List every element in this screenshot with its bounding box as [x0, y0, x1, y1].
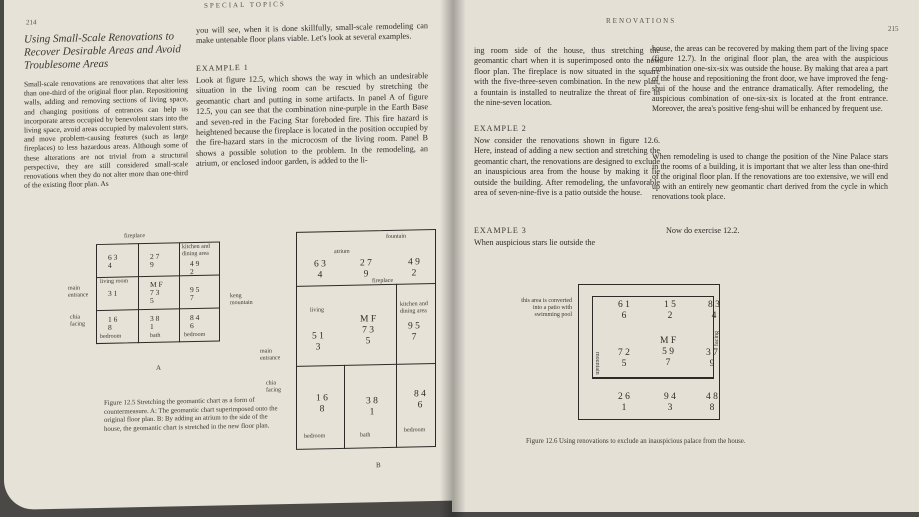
fig126-cell-7: 2 6 1	[618, 392, 630, 413]
fig-a-panel-letter: A	[156, 363, 162, 372]
fig126-cell-4: 7 2 5	[618, 348, 630, 369]
fig126-cell-2: 1 5 2	[664, 300, 676, 321]
fig-b-cell-2: 2 7 9	[360, 258, 372, 280]
fig-b-bedroom-label: bedroom	[304, 433, 326, 440]
fig126-cell-3: 8 3 4	[708, 300, 720, 321]
fig-a-living-label: living room	[100, 278, 129, 285]
figure-12-5-caption: Figure 12.5 Stretching the geomantic chart as a form of countermeasure. A: The geomantic chart superimposed onto the original floor plan. B: By adding an atrium to the side of the house, the geomantic chart is stretched in the new floor plan.	[104, 396, 278, 433]
col2-intro-text: you will see, when it is done skillfully, small-scale remodeling can make untenable floor plans viable. Let's look at several examples.	[196, 21, 428, 46]
fig-b-cell-1: 6 3 4	[314, 259, 326, 281]
book-spine-shadow	[440, 0, 466, 517]
left-page-number: 214	[26, 18, 37, 27]
fig-b-chia-facing-label: chia facing	[266, 380, 281, 394]
fig126-patio-note: this area is converted into a patio with swimming pool	[521, 298, 572, 318]
fig-a-chia-facing-label: chia facing	[70, 314, 85, 328]
example1-label: EXAMPLE 1	[196, 62, 249, 73]
fig-a-kitchen-label: kitchen and dining area	[182, 243, 210, 258]
fig-b-panel-letter: B	[376, 461, 381, 470]
fig-b-cell-4: 5 1 3	[312, 331, 324, 353]
fig-b-fireplace-label: fireplace	[372, 277, 393, 285]
fig126-cell-5: M F 5 9 7	[660, 336, 677, 368]
fig-a-fireplace-label: fireplace	[124, 233, 145, 240]
col1-intro-text: ing room side of the house, thus stretching the geomantic chart when it is superimposed onto the new floor plan. The fireplace is now situated in the square with the five-three-seven combination. In the new plan, a fountain is installed to neutralize the threat of fire in the nine-seven location.	[474, 46, 660, 108]
fig-a-keng-label: keng mountain	[230, 293, 253, 307]
section-heading: Using Small-Scale Renovations to Recover Desirable Areas and Avoid Troublesome Areas	[24, 30, 181, 72]
fig-b-cell-9: 8 4 6	[414, 389, 426, 411]
fig126-cell-1: 6 1 6	[618, 300, 630, 321]
fig-b-cell-3: 4 9 2	[408, 257, 420, 279]
fig-a-cell-7: 1 6 8	[108, 314, 118, 332]
fig-a-cell-4: 3 1	[108, 288, 118, 298]
example3-text: When auspicious stars lie outside the	[474, 238, 596, 247]
fig-b-fountain-label: fountain	[386, 233, 406, 240]
fig-b-cell-5: M F 7 3 5	[360, 314, 377, 347]
right-running-header: RENOVATIONS	[606, 17, 677, 25]
fig-a-cell-5: M F 7 3 5	[150, 279, 163, 305]
fig-a-cell-6: 9 5 7	[190, 284, 200, 303]
fig-a-cell-2: 2 7 9	[150, 251, 160, 269]
example3-label: EXAMPLE 3	[474, 226, 527, 235]
col2-paragraph-3: Now do exercise 12.2.	[666, 226, 740, 235]
fig-a-main-entrance-label: main entrance	[68, 285, 89, 299]
fig-b-cell-8: 3 8 1	[366, 396, 378, 418]
col2-paragraph-2: When remodeling is used to change the position of the Nine Palace stars in the rooms of a building, it is important that we alter less than one-third of the original floor plan. If the renovations are too extensive, we will end up with an entirely new geomantic chart derived from the cycle in which renovations took place.	[652, 152, 888, 201]
fig-b-bath-label: bath	[360, 432, 371, 439]
fig-a-cell-3: 4 9 2	[190, 258, 200, 277]
fig-b-atrium-label: atrium	[334, 248, 350, 256]
fig-b-bedroom2-label: bedroom	[404, 427, 426, 434]
fig-b-main-entrance-label: main entrance	[260, 348, 281, 362]
intro-paragraph: Small-scale renovations are renovations that alter less than one-third of the original floor plan. Repositioning walls, adding and removing sections of living space, and changing positions of entrances can help us incorporate areas occupied by benevolent stars into the living space, avoid areas occupied by malevolent stars, and move problem-causing features (such as large fireplaces) to less hazardous areas. Although some of these alterations are not trivial from a structural perspective, they are still considered small-scale renovations when they do not alter more than one-third of the existing floor plan. As	[24, 76, 188, 190]
fig-b-kitchen-label: kitchen and dining area	[400, 301, 428, 315]
right-page	[452, 0, 919, 512]
fig-b-cell-7: 1 6 8	[316, 393, 328, 415]
fig126-cell-8: 9 4 3	[664, 392, 676, 413]
left-page	[4, 0, 452, 510]
example2-label: EXAMPLE 2	[474, 124, 527, 133]
fig126-cell-9: 4 8 8	[706, 392, 718, 413]
fig-a-cell-1: 6 3 4	[108, 252, 118, 270]
figure-12-6-caption: Figure 12.6 Using renovations to exclude an inauspicious palace from the house.	[526, 438, 746, 445]
fig-a-bedroom2-label: bedroom	[184, 331, 206, 339]
fig-a-cell-9: 8 4 6	[190, 312, 200, 331]
fig126-house	[592, 296, 714, 378]
example1-text: Look at figure 12.5, which shows the way in which an undesirable situation in the living room can be rescued by stretching the geomantic chart and putting in some artifacts. In panel A of figure 12.5, you can see that the combination nine-purple in the Earth Base and seven-red in the Facing Star foreboded fire. This fire hazard is heightened because the fireplace is located in the position occupied by the fire-hazard stars in the microcosm of the living room. Panel B shows a possible solution to the problem. In the remodeling, an atrium, or enclosed indoor garden, is added to the li-	[196, 71, 428, 169]
fig126-facing-label: facing	[714, 331, 720, 346]
left-running-header: SPECIAL TOPICS	[204, 0, 286, 10]
right-page-number: 215	[888, 25, 899, 33]
fig-b-cell-6: 9 5 7	[408, 321, 420, 343]
fig-a-bedroom-label: bedroom	[100, 333, 122, 340]
fig-a-cell-8: 3 8 1	[150, 313, 160, 331]
col2-top-text: house, the areas can be recovered by making them part of the living space (figure 12.7). In the original floor plan, the area with the auspicious combination one-six-six was outside the house. By making that area a part of the house and repositioning the front door, we have improved the feng-shui of the house and the entrance dramatically. After remodeling, the auspicious combination of one-six-six is located at the front entrance. Moreover, the area's positive feng-shui will be enhanced by frequent use.	[652, 44, 888, 113]
fig126-cell-6: 3 7 9	[706, 348, 718, 369]
example2-text: Now consider the renovations shown in figure 12.6. Here, instead of adding a new section and stretching the geomantic chart, the renovations are designed to exclude an inauspicious area from the house by making it lie outside the building. After remodeling, the unfavorable area of seven-nine-five is a patio outside the house.	[474, 136, 660, 198]
fig-b-living-label: living	[310, 307, 325, 314]
fig126-mountain-label: mountain	[594, 352, 600, 375]
fig-a-bath-label: bath	[150, 332, 161, 339]
